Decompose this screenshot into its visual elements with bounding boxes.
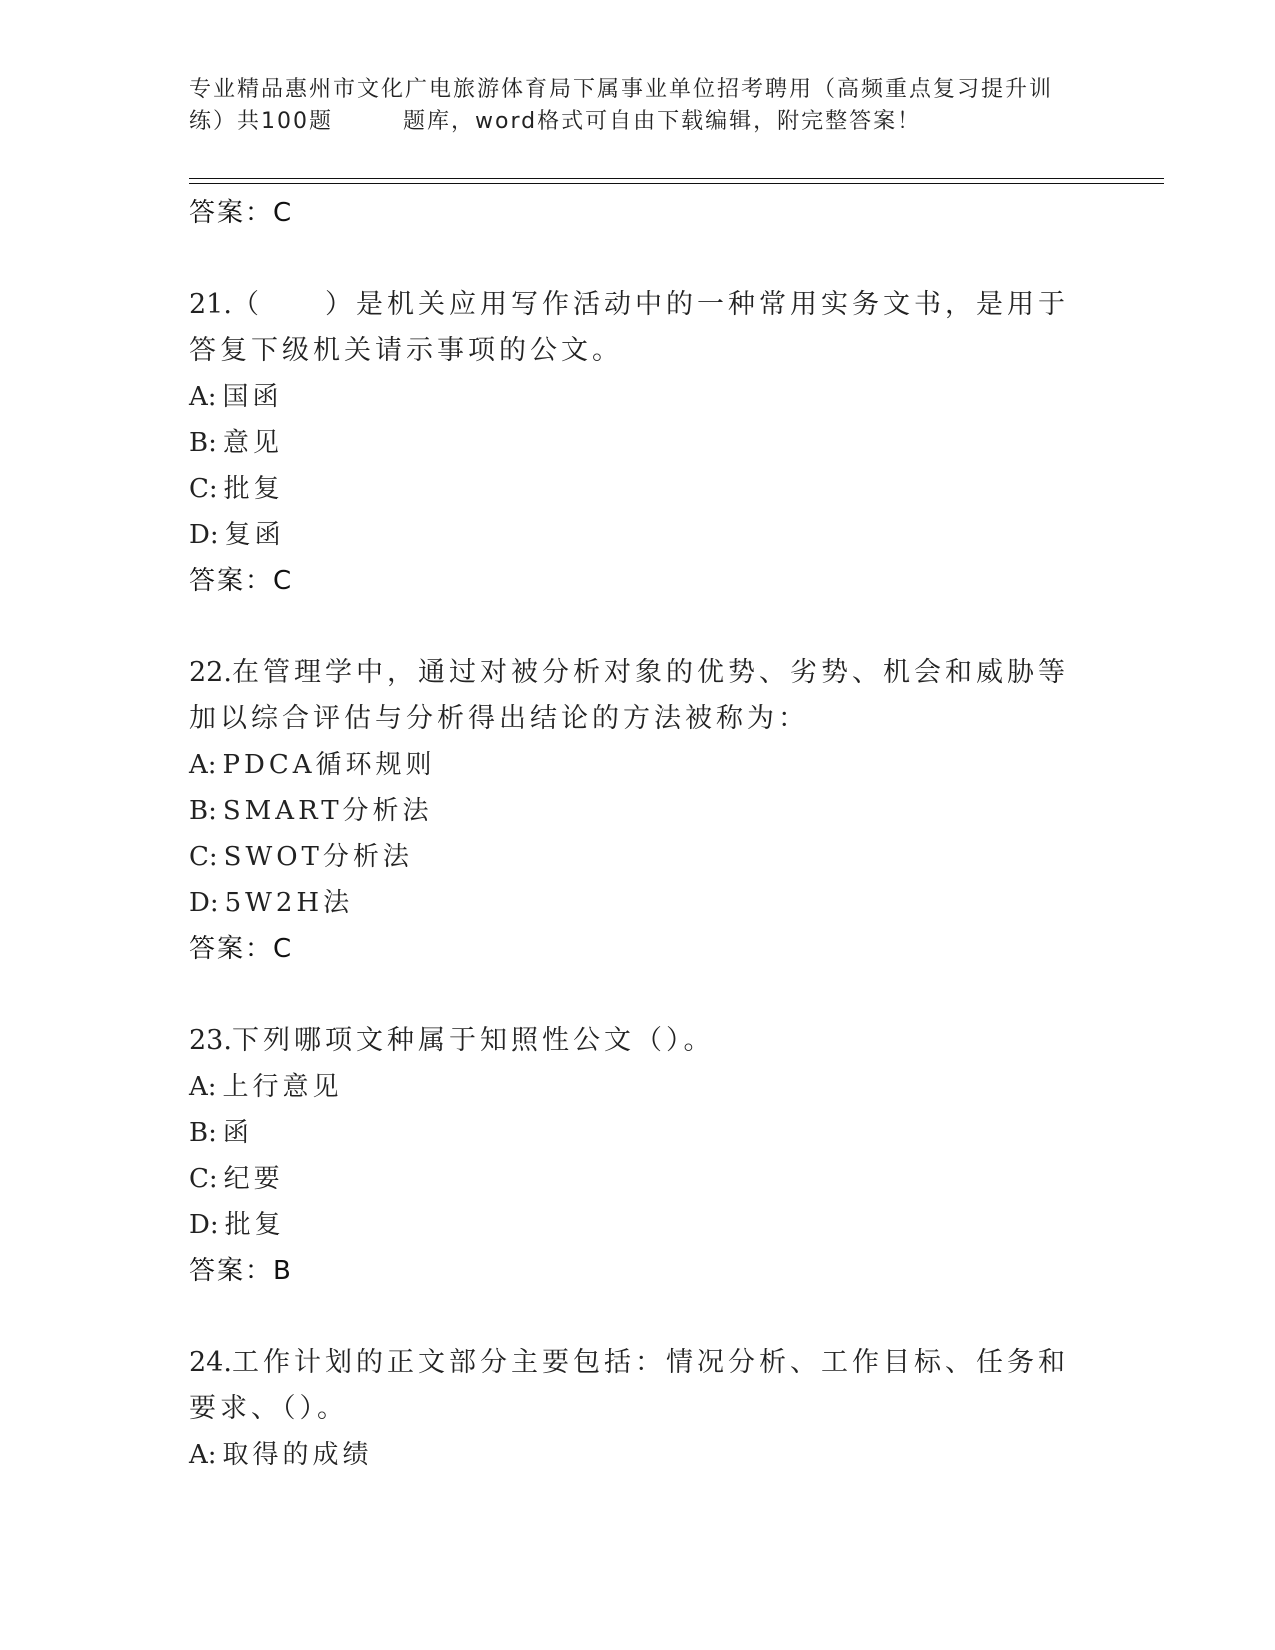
header-title-line-1: 专业精品惠州市文化广电旅游体育局下属事业单位招考聘用（高频重点复习提升训 xyxy=(189,77,1054,102)
option-text: 批复 xyxy=(224,1210,285,1240)
option-d xyxy=(189,1202,1089,1248)
option-key: A: xyxy=(189,1440,217,1470)
option-key: C: xyxy=(189,474,218,504)
question-number: 24. xyxy=(189,1347,232,1378)
page-header xyxy=(189,74,1089,138)
option-key: A: xyxy=(189,382,217,412)
question-body: 下列哪项文种属于知照性公文（）。 xyxy=(231,1025,715,1056)
question-body: 在管理学中，通过对被分析对象的优势、劣势、机会和威胁等加以综合评估与分析得出结论的方法被称为： xyxy=(189,657,1069,734)
option-text: 函 xyxy=(222,1118,253,1148)
answer-label: 答案：C xyxy=(189,934,294,964)
option-key: D: xyxy=(189,520,219,550)
option-text: SWOT分析法 xyxy=(223,842,413,872)
answer-label: 答案：C xyxy=(189,566,294,596)
option-c xyxy=(189,466,1089,512)
question-text xyxy=(189,650,1089,742)
option-a xyxy=(189,742,1089,788)
question-text xyxy=(189,1018,1089,1064)
option-key: A: xyxy=(189,750,217,780)
option-a xyxy=(189,1064,1089,1110)
header-title-line-2 xyxy=(189,106,1089,138)
option-d xyxy=(189,880,1089,926)
option-text: 复函 xyxy=(224,520,285,550)
question-text xyxy=(189,1340,1089,1432)
answer-label: 答案：C xyxy=(189,198,294,228)
option-key: C: xyxy=(189,1164,218,1194)
question-item-24 xyxy=(189,1340,1089,1478)
option-key: B: xyxy=(189,796,217,826)
question-body: 工作计划的正文部分主要包括：情况分析、工作目标、任务和要求、（）。 xyxy=(189,1347,1069,1424)
option-text: 意见 xyxy=(222,428,283,458)
option-key: D: xyxy=(189,1210,219,1240)
question-item-23 xyxy=(189,1018,1089,1294)
question-body: （ ）是机关应用写作活动中的一种常用实务文书，是用于答复下级机关请示事项的公文。 xyxy=(189,289,1069,366)
option-text: 上行意见 xyxy=(222,1072,343,1102)
option-text: 5W2H法 xyxy=(224,888,354,918)
option-d xyxy=(189,512,1089,558)
option-key: B: xyxy=(189,428,217,458)
option-a xyxy=(189,374,1089,420)
answer-label: 答案：B xyxy=(189,1256,293,1286)
option-b xyxy=(189,420,1089,466)
option-key: A: xyxy=(189,1072,217,1102)
question-list xyxy=(189,190,1089,1478)
option-c xyxy=(189,834,1089,880)
option-key: D: xyxy=(189,888,219,918)
question-number: 21. xyxy=(189,289,232,320)
header-title-line-2-a: 练）共100题 xyxy=(189,109,333,134)
question-text xyxy=(189,282,1089,374)
option-b xyxy=(189,1110,1089,1156)
option-b xyxy=(189,788,1089,834)
question-item-21 xyxy=(189,282,1089,604)
question-number: 22. xyxy=(189,657,232,688)
option-text: PDCA循环规则 xyxy=(222,750,436,780)
option-text: 国函 xyxy=(222,382,283,412)
header-divider-top xyxy=(189,178,1164,179)
question-item-22 xyxy=(189,650,1089,972)
option-text: 纪要 xyxy=(223,1164,284,1194)
option-key: B: xyxy=(189,1118,217,1148)
option-c xyxy=(189,1156,1089,1202)
header-divider-bottom xyxy=(189,183,1164,184)
option-a xyxy=(189,1432,1089,1478)
option-text: 取得的成绩 xyxy=(222,1440,373,1470)
question-number: 23. xyxy=(189,1025,232,1056)
option-text: SMART分析法 xyxy=(222,796,433,826)
option-text: 批复 xyxy=(223,474,284,504)
header-title-line-2-b: 题库，word格式可自由下载编辑，附完整答案！ xyxy=(403,109,922,134)
option-key: C: xyxy=(189,842,218,872)
